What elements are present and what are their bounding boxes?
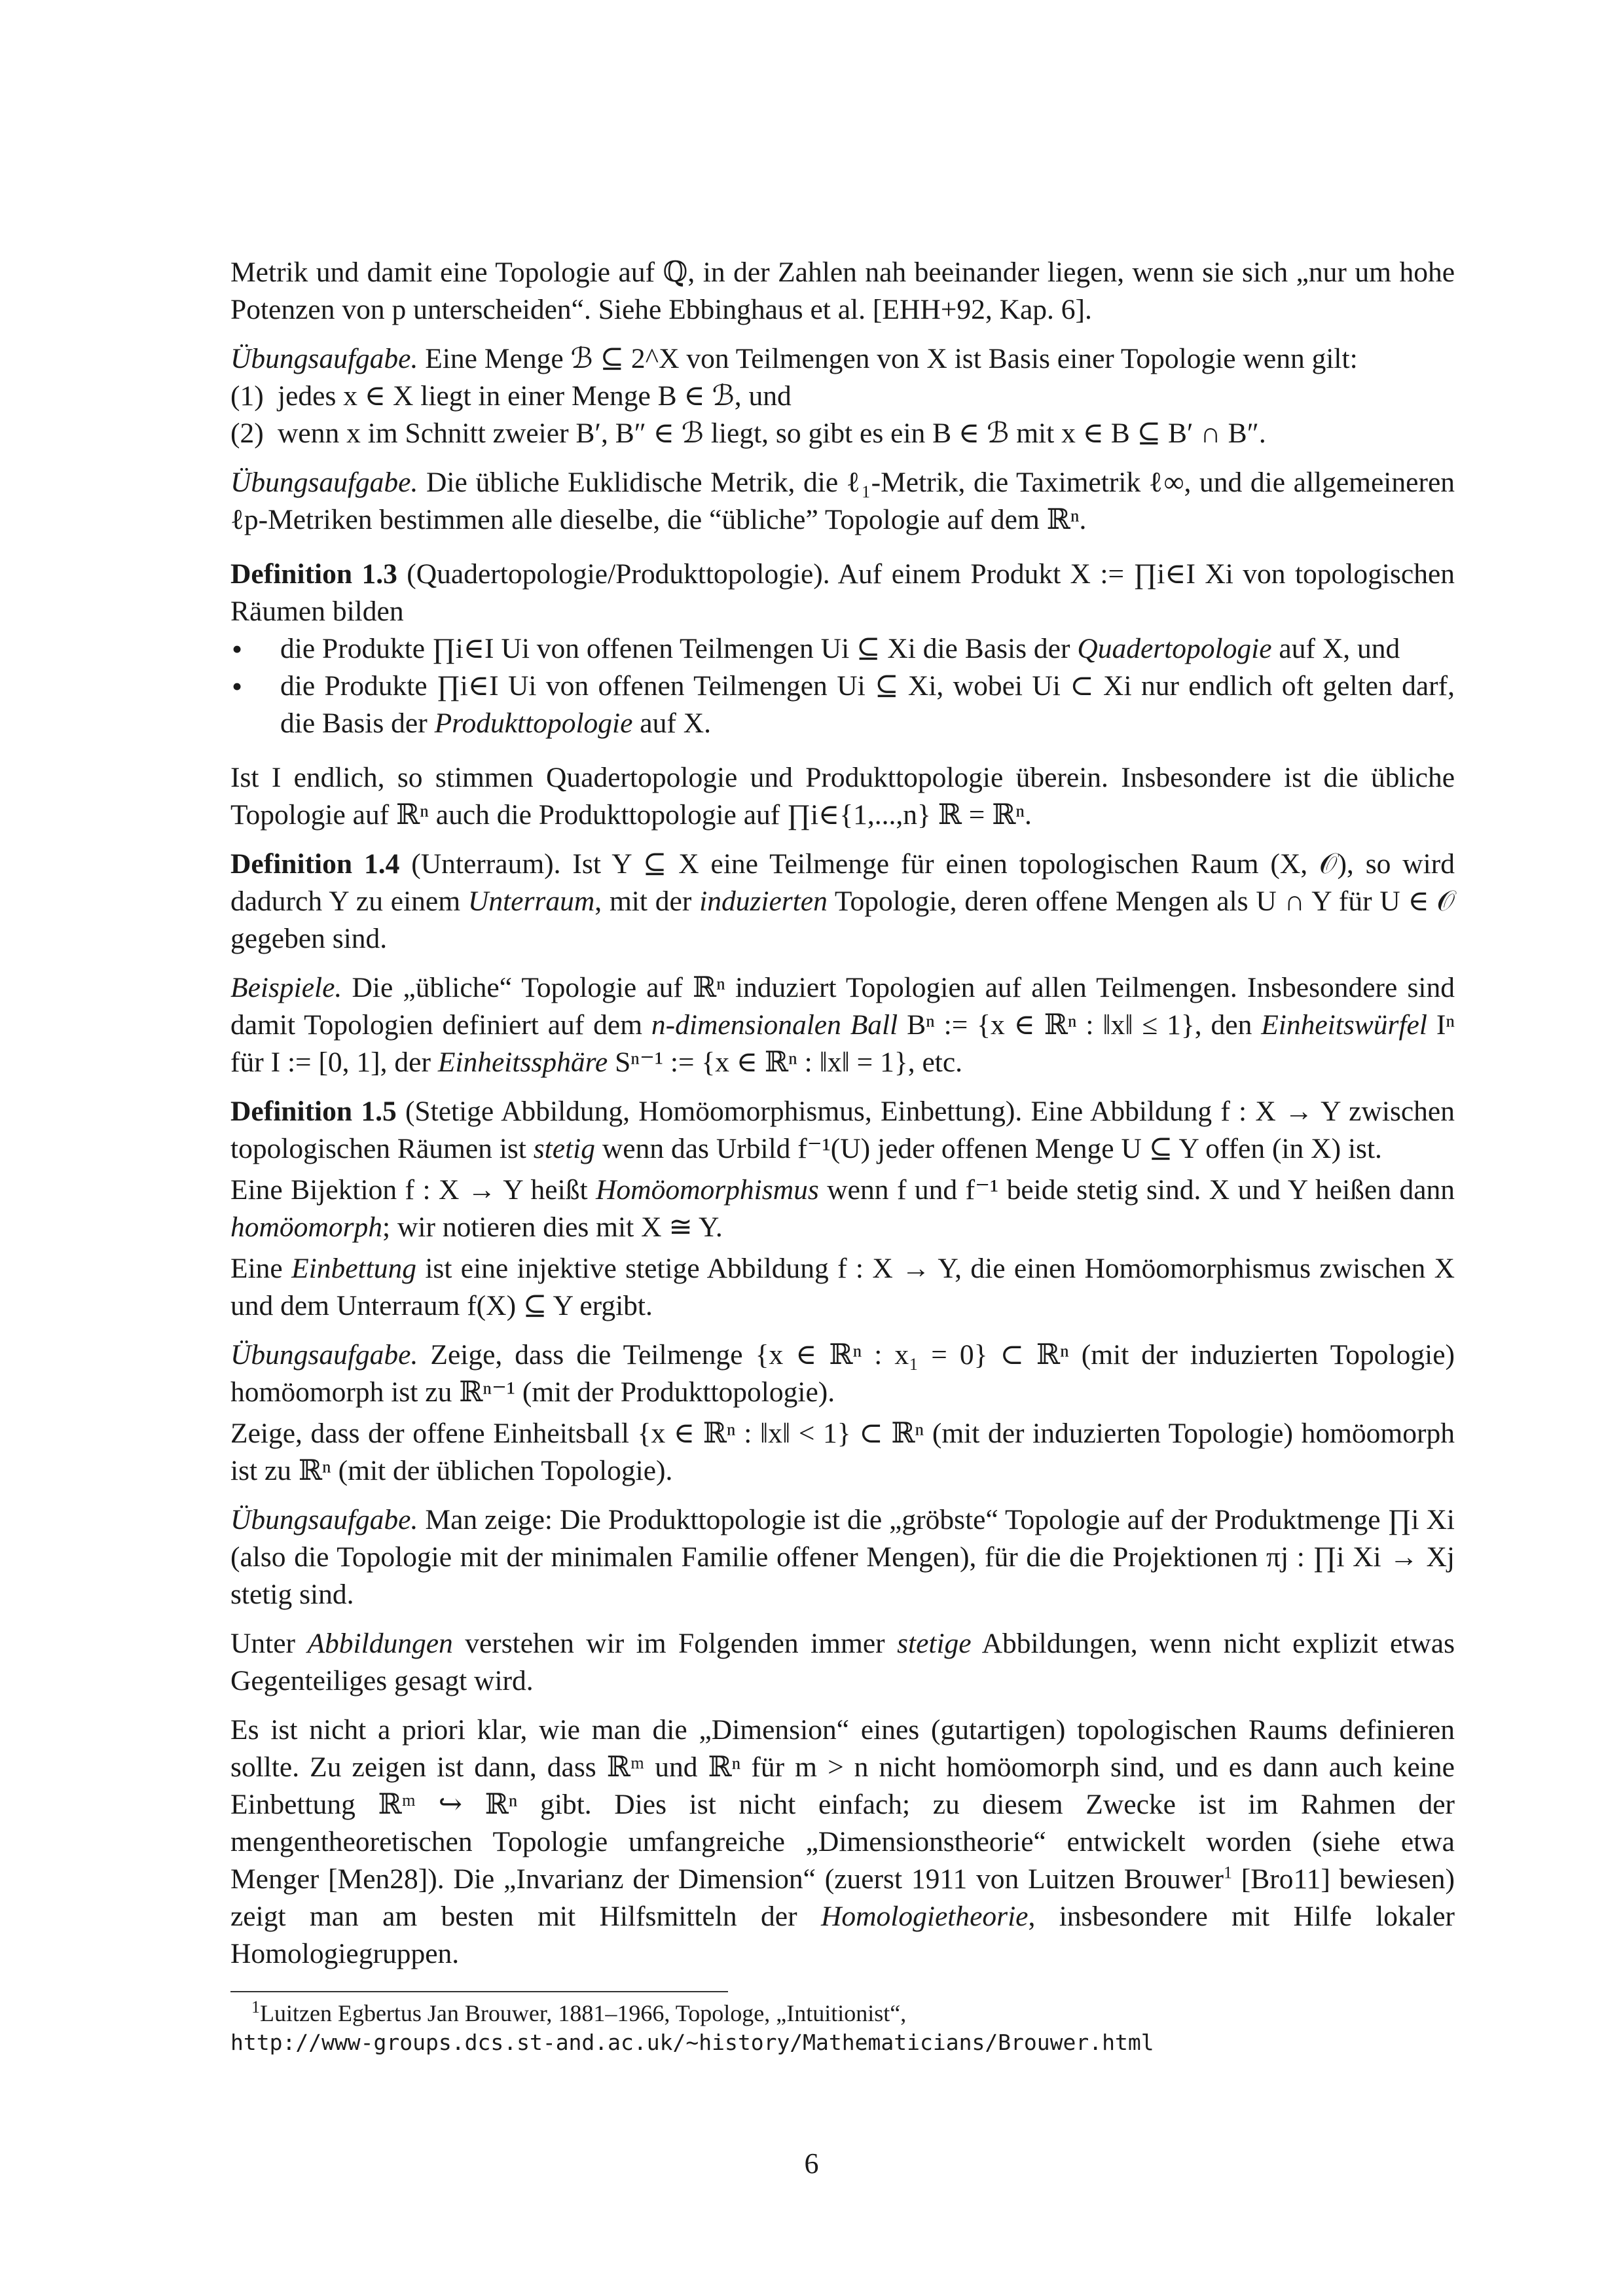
- exercise-3-part-2: Zeige, dass der offene Einheitsball {x ∈ ℝⁿ : ‖x‖ < 1} ⊂ ℝⁿ (mit der induzierten Topologie) homöomorph ist zu ℝⁿ (mit der üblichen Topologie).: [230, 1418, 1455, 1486]
- term-stetig: stetig: [533, 1133, 595, 1164]
- paragraph-text: verstehen wir im Folgenden immer: [465, 1628, 885, 1659]
- term-homoeomorph: homöomorph: [230, 1211, 383, 1243]
- definition-bullets: [230, 630, 1455, 742]
- term-unterraum: Unterraum: [467, 886, 595, 917]
- examples-text: Bⁿ := {x ∈ ℝⁿ : ‖x‖ ≤ 1}, den: [907, 1009, 1252, 1041]
- paragraph-text: wenn f und f⁻¹ beide stetig sind. X und Y heißen dann: [827, 1174, 1455, 1206]
- paragraph-text: , insbesondere mit Hilfe lokaler Homologiegruppen.: [230, 1901, 1455, 1969]
- list-item: [230, 630, 1455, 668]
- list-item-text: auf X, und: [1279, 633, 1400, 664]
- term-stetige: stetige: [897, 1628, 972, 1659]
- definition-1-3: [230, 556, 1455, 630]
- enum-text: jedes x ∈ X liegt in einer Menge B ∈ ℬ, und: [278, 380, 792, 412]
- list-item-text: die Produkte ∏i∈I Ui von offenen Teilmengen Ui ⊆ Xi die Basis der: [280, 633, 1070, 664]
- exercise-text: Man zeige: Die Produkttopologie ist die „gröbste“ Topologie auf der Produktmenge ∏i Xi (also die Topologie mit der minimalen Familie offener Mengen), für die die Projektionen πj : ∏i Xi → Xj stetig sind.: [230, 1504, 1455, 1610]
- exercise-1: [230, 340, 1455, 378]
- exercise-text: Zeige, dass die Teilmenge {x ∈ ℝⁿ : x₁ = 0} ⊂ ℝⁿ (mit der induzierten Topologie) homöomorph ist zu ℝⁿ⁻¹ (mit der Produkttopologie).: [230, 1339, 1455, 1408]
- definition-heading: Definition 1.3: [230, 558, 397, 590]
- paragraph-text: Eine Bijektion f : X → Y heißt: [230, 1174, 588, 1206]
- paragraph-text: ; wir notieren dies mit X ≅ Y.: [382, 1211, 723, 1243]
- term-einheitssphaere: Einheitssphäre: [437, 1047, 608, 1078]
- examples-text: Iⁿ für I := [0, 1], der: [230, 1009, 1455, 1078]
- paragraph-text: Unter: [230, 1628, 296, 1659]
- enum-text: wenn x im Schnitt zweier B′, B″ ∈ ℬ liegt, so gibt es ein B ∈ ℬ mit x ∈ B ⊆ B′ ∩ B″.: [278, 418, 1266, 449]
- paragraph-text: Eine: [230, 1253, 283, 1284]
- definition-text: Eine Abbildung f : X → Y zwischen topologischen Räumen ist: [230, 1096, 1455, 1164]
- examples-heading: Beispiele.: [230, 972, 342, 1003]
- enum-item-1: [230, 378, 1455, 415]
- footnote-text: Luitzen Egbertus Jan Brouwer, 1881–1966, Topologe, „Intuitionist“,: [260, 2000, 907, 2026]
- definition-title: (Unterraum).: [411, 848, 561, 880]
- exercise-heading: Übungsaufgabe.: [230, 1504, 418, 1535]
- paragraph-abbildungen: [230, 1625, 1455, 1700]
- definition-title: (Quadertopologie/Produkttopologie).: [407, 558, 830, 590]
- term-homoeomorphismus: Homöomorphismus: [596, 1174, 819, 1206]
- footnote-mark: 1: [251, 1998, 260, 2017]
- exercise-text: Die übliche Euklidische Metrik, die ℓ₁-Metrik, die Taximetrik ℓ∞, und die allgemeineren ℓp-Metriken bestimmen alle dieselbe, die “übliche” Topologie auf dem ℝⁿ.: [230, 467, 1455, 535]
- page-number: 6: [804, 2147, 819, 2179]
- term-quadertopologie: Quadertopologie: [1077, 633, 1272, 664]
- exercise-2: [230, 464, 1455, 539]
- term-abbildungen: Abbildungen: [307, 1628, 453, 1659]
- exercise-heading: Übungsaufgabe.: [230, 343, 418, 374]
- paragraph-intro: Metrik und damit eine Topologie auf ℚ, in der Zahlen nah beeinander liegen, wenn sie sich „nur um hohe Potenzen von p unterscheiden“. Siehe Ebbinghaus et al. [EHH+92, Kap. 6].: [230, 257, 1455, 325]
- paragraph-einbettung: [230, 1250, 1455, 1325]
- list-item-text: auf X.: [640, 708, 712, 739]
- enum-number: (2): [230, 418, 264, 449]
- term-ball: n-dimensionalen Ball: [651, 1009, 898, 1041]
- definition-text: wenn das Urbild f⁻¹(U) jeder offenen Menge U ⊆ Y offen (in X) ist.: [602, 1133, 1382, 1164]
- exercise-4: [230, 1501, 1455, 1613]
- exercise-text: Eine Menge ℬ ⊆ 2^X von Teilmengen von X ist Basis einer Topologie wenn gilt:: [425, 343, 1358, 374]
- definition-text: Auf einem Produkt X := ∏i∈I Xi von topologischen Räumen bilden: [230, 558, 1455, 627]
- enum-item-2: [230, 415, 1455, 452]
- definition-1-5: [230, 1093, 1455, 1168]
- term-einbettung: Einbettung: [291, 1253, 416, 1284]
- term-produkttopologie: Produkttopologie: [434, 708, 633, 739]
- examples: [230, 969, 1455, 1081]
- definition-title: (Stetige Abbildung, Homöomorphismus, Einbettung).: [405, 1096, 1023, 1127]
- examples-text: Die „übliche“ Topologie auf ℝⁿ induziert Topologien auf allen Teilmengen. Insbesondere sind damit Topologien definiert auf dem: [230, 972, 1455, 1041]
- definition-text: Topologie, deren offene Mengen als U ∩ Y für U ∈ 𝒪 gegeben sind.: [230, 886, 1455, 954]
- term-einheitswuerfel: Einheitswürfel: [1261, 1009, 1427, 1041]
- exercise-heading: Übungsaufgabe.: [230, 1339, 418, 1371]
- definition-text: , mit der: [594, 886, 692, 917]
- exercise-heading: Übungsaufgabe.: [230, 467, 418, 498]
- definition-1-4: [230, 846, 1455, 958]
- page-body: [230, 254, 1455, 2058]
- definition-heading: Definition 1.5: [230, 1096, 397, 1127]
- paragraph-dimension: [230, 1712, 1455, 1973]
- footnote-mark: 1: [1223, 1863, 1232, 1882]
- paragraph-text: Es ist nicht a priori klar, wie man die „Dimension“ eines (gutartigen) topologischen Raums definieren sollte. Zu zeigen ist dann, dass ℝᵐ und ℝⁿ für m > n nicht homöomorph sind, und es dann auch keine Einbettung ℝᵐ ↪ ℝⁿ gibt. Dies ist nicht einfach; zu diesem Zwecke ist im Rahmen der mengentheoretischen Topologie umfangreiche „Dimensionstheorie“ entwickelt worden (siehe etwa Menger [Men28]). Die „Invarianz der Dimension“ (zuerst 1911 von Luitzen Brouwer: [230, 1714, 1455, 1895]
- paragraph-after-def13: Ist I endlich, so stimmen Quadertopologie und Produkttopologie überein. Insbesondere ist die übliche Topologie auf ℝⁿ auch die Produkttopologie auf ∏i∈{1,...,n} ℝ = ℝⁿ.: [230, 762, 1455, 831]
- term-homologietheorie: Homologietheorie: [820, 1901, 1029, 1932]
- footnote: [230, 1999, 1455, 2028]
- definition-text: Ist Y ⊆ X eine Teilmenge für einen topologischen Raum (X, 𝒪), so wird dadurch Y zu einem: [230, 848, 1455, 917]
- enum-number: (1): [230, 380, 264, 412]
- term-induzierten: induzierten: [699, 886, 828, 917]
- footnote-divider: [230, 1991, 728, 1992]
- exercise-3: [230, 1336, 1455, 1411]
- examples-text: Sⁿ⁻¹ := {x ∈ ℝⁿ : ‖x‖ = 1}, etc.: [615, 1047, 963, 1078]
- paragraph-text: [Bro11] bewiesen) zeigt man am besten mit Hilfsmitteln der: [230, 1863, 1455, 1932]
- paragraph-bijektion: [230, 1172, 1455, 1246]
- list-item: [230, 668, 1455, 742]
- footnote-url[interactable]: http://www-groups.dcs.st-and.ac.uk/~history/Mathematicians/Brouwer.html: [230, 2030, 1154, 2055]
- list-item-text: die Produkte ∏i∈I Ui von offenen Teilmengen Ui ⊆ Xi, wobei Ui ⊂ Xi nur endlich oft gelten darf, die Basis der: [280, 670, 1455, 739]
- paragraph-text: Abbildungen, wenn nicht explizit etwas Gegenteiliges gesagt wird.: [230, 1628, 1455, 1696]
- definition-heading: Definition 1.4: [230, 848, 400, 880]
- paragraph-text: ist eine injektive stetige Abbildung f : X → Y, die einen Homöomorphismus zwischen X und dem Unterraum f(X) ⊆ Y ergibt.: [230, 1253, 1455, 1321]
